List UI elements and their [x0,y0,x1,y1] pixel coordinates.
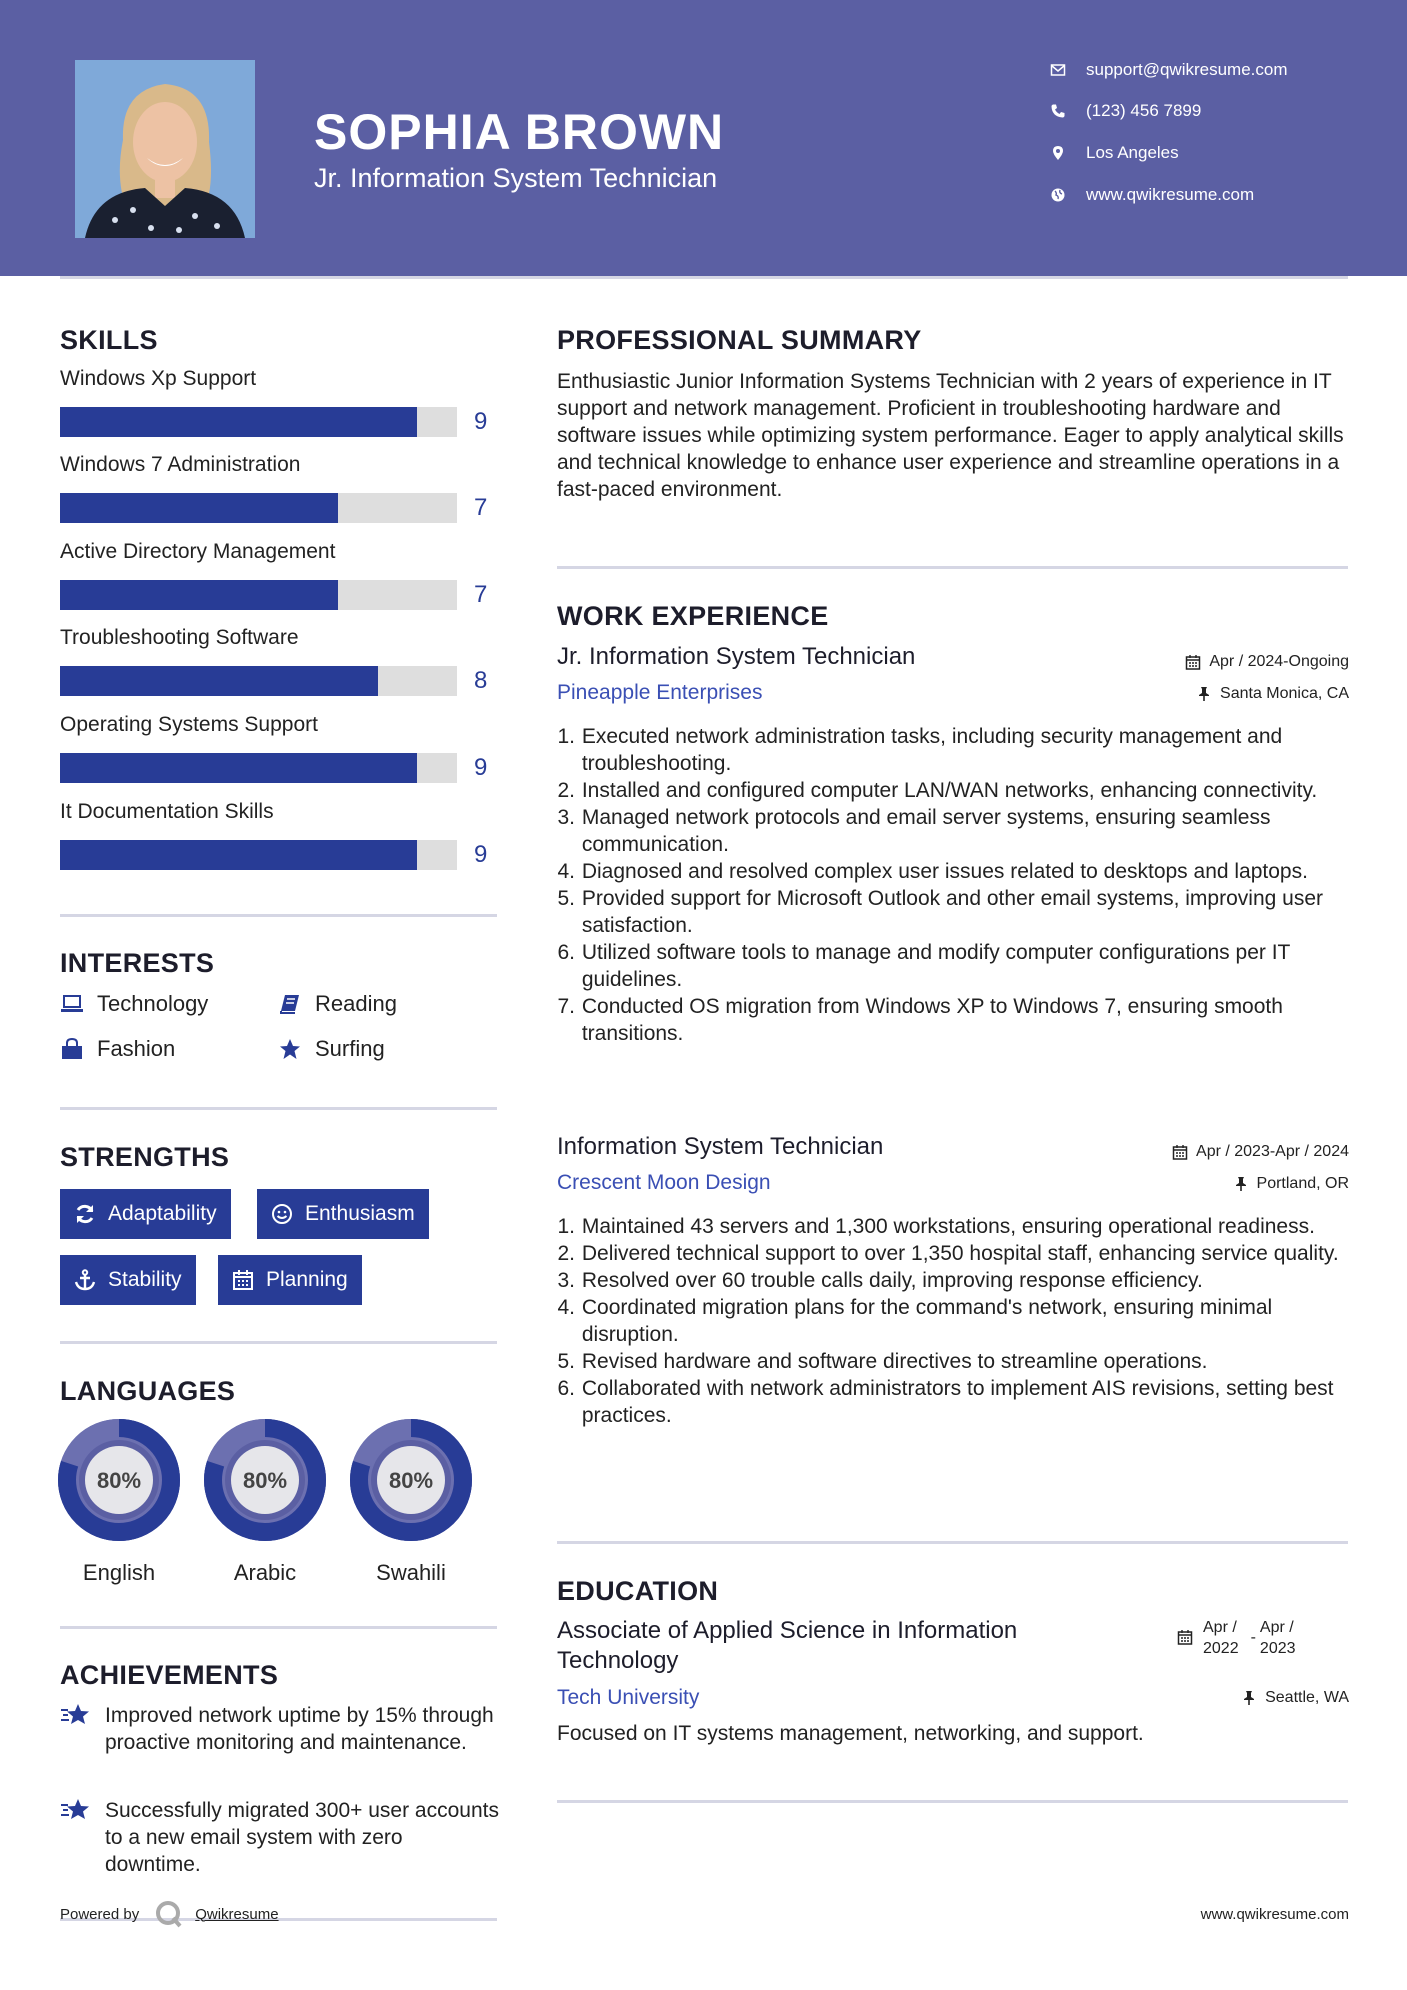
skill-item [60,626,500,696]
job-title: Jr. Information System Technician [557,643,916,670]
duty-text: Executed network administration tasks, including security management and troubleshooting. [581,725,1283,775]
strengths-heading: STRENGTHS [60,1142,230,1172]
language-ring [203,1418,327,1542]
duty-item: 7. Conducted OS migration from Windows XP to Windows 7, ensuring smooth transitions. [557,993,1357,1047]
duty-text: Resolved over 60 trouble calls daily, improving response efficiency. [581,1269,1203,1292]
interest-item [60,1034,175,1064]
duty-text: Diagnosed and resolved complex user issues related to desktops and laptops. [581,860,1308,883]
achievement-item [60,1702,500,1756]
duty-text: Provided support for Microsoft Outlook and other email systems, improving user satisfaction. [581,887,1323,937]
skill-score: 9 [474,841,488,868]
profile-photo [75,60,255,238]
contact-phone-text: (123) 456 7899 [1086,101,1202,120]
language-name: English [82,1560,156,1585]
pushpin-icon [1241,1690,1257,1706]
strength-tag [60,1255,196,1305]
map-pin-icon [1050,145,1066,161]
section-divider [557,1541,1348,1544]
candidate-name: SOPHIA BROWN [314,104,725,160]
strength-tag [60,1189,231,1239]
skill-bar [60,493,457,523]
duty-item: 4. Coordinated migration plans for the command's network, ensuring minimal disruption. [557,1294,1357,1348]
skill-item [60,453,500,523]
skills-heading: SKILLS [60,325,158,355]
globe-icon [1050,187,1066,203]
achievements-heading: ACHIEVEMENTS [60,1660,279,1690]
skill-bar-fill [60,580,338,610]
contact-location [1050,138,1380,168]
achievement-text: Successfully migrated 300+ user accounts to a new email system with zero downtime. [105,1799,499,1876]
skill-bar [60,753,457,783]
duty-item: 5. Revised hardware and software directives to streamline operations. [557,1350,1208,1373]
section-divider [60,1341,497,1344]
duty-text: Revised hardware and software directives to streamline operations. [581,1350,1208,1373]
star-badge-icon [60,1702,92,1730]
skill-bar [60,840,457,870]
skill-item [60,367,500,437]
skill-score: 8 [474,667,488,694]
calendar-icon [1172,1144,1188,1160]
achievement-item [60,1797,500,1878]
duty-item: 2. Delivered technical support to over 1,350 hospital staff, enhancing service quality. [557,1242,1339,1265]
skill-score: 7 [474,494,488,521]
education-start-month: Apr / [1203,1619,1237,1636]
duty-text: Installed and configured computer LAN/WAN networks, enhancing connectivity. [581,779,1318,802]
phone-icon [1050,103,1066,119]
language-name: Swahili [376,1560,446,1585]
skill-label: Active Directory Management [60,540,336,563]
skill-label: Windows 7 Administration [60,453,301,476]
language-name: Arabic [233,1560,297,1585]
interest-label: Reading [315,991,397,1016]
section-divider [60,914,497,917]
school-name: Tech University [557,1686,700,1709]
calendar-icon [1185,654,1201,670]
skill-bar-fill [60,840,417,870]
skill-label: Operating Systems Support [60,713,318,736]
skill-label: Troubleshooting Software [60,626,299,649]
interest-label: Technology [97,991,209,1016]
strength-tag [257,1189,429,1239]
contact-email-text: support@qwikresume.com [1086,60,1288,79]
section-divider [60,1107,497,1110]
job-dates [1185,653,1349,671]
language-item [203,1418,327,1586]
shopping-bag-icon [60,1038,84,1060]
calendar-icon [1177,1629,1193,1645]
job-dates-text: Apr / 2023-Apr / 2024 [1196,1143,1349,1160]
contact-location-text: Los Angeles [1086,143,1179,162]
strength-label: Planning [266,1268,348,1291]
job-location-text: Portland, OR [1256,1175,1349,1192]
education-dates [1177,1617,1296,1659]
duty-item: 6. Utilized software tools to manage and modify computer configurations per IT guidelines. [557,939,1357,993]
company-name: Crescent Moon Design [557,1171,771,1194]
job-dates-text: Apr / 2024-Ongoing [1209,653,1349,670]
skill-label: It Documentation Skills [60,800,274,823]
strength-label: Stability [108,1268,182,1291]
job-dates [1172,1143,1349,1161]
education-start [1203,1617,1239,1659]
duty-item: 5. Provided support for Microsoft Outlook and other email systems, improving user satisfaction. [557,885,1357,939]
job-title: Information System Technician [557,1133,884,1160]
skill-bar-fill [60,493,338,523]
pushpin-icon [1233,1176,1249,1192]
skill-bar-fill [60,753,417,783]
powered-by-text: Powered by [60,1905,140,1923]
language-ring [57,1418,181,1542]
section-divider [60,1626,497,1629]
anchor-icon [74,1269,96,1291]
duty-item: 3. Managed network protocols and email server systems, ensuring seamless communication. [557,804,1357,858]
strength-label: Adaptability [108,1202,217,1225]
envelope-icon [1050,62,1066,78]
refresh-icon [74,1203,96,1225]
education-end-month: Apr / [1259,1619,1294,1636]
duty-text: Collaborated with network administrators to implement AIS revisions, setting best practices. [581,1377,1334,1427]
skill-score: 7 [474,581,488,608]
duty-item: 6. Collaborated with network administrators to implement AIS revisions, setting best practices. [557,1375,1357,1429]
section-divider [557,566,1348,569]
duty-item: 1. Executed network administration tasks, including security management and troubleshooting. [557,723,1357,777]
skill-item [60,800,500,870]
education-heading: EDUCATION [557,1576,719,1606]
language-percent: 80% [388,1468,434,1493]
duty-text: Delivered technical support to over 1,350 hospital staff, enhancing service quality. [581,1242,1339,1265]
interest-label: Fashion [97,1036,176,1061]
duty-item: 2. Installed and configured computer LAN/WAN networks, enhancing connectivity. [557,779,1318,802]
duty-text: Maintained 43 servers and 1,300 workstations, ensuring operational readiness. [581,1215,1315,1238]
skill-bar [60,407,457,437]
footer-url[interactable]: www.qwikresume.com [1200,1906,1349,1923]
duty-item: 3. Resolved over 60 trouble calls daily, improving response efficiency. [557,1269,1203,1292]
candidate-title: Jr. Information System Technician [314,163,718,193]
achievement-text: Improved network uptime by 15% through proactive monitoring and maintenance. [105,1704,494,1754]
language-item [349,1418,473,1586]
powered-by [60,1900,279,1928]
interests-heading: INTERESTS [60,948,215,978]
laptop-icon [60,993,84,1015]
skill-item [60,713,500,783]
company-name: Pineapple Enterprises [557,681,763,704]
job-location [1233,1175,1349,1193]
calendar-icon [232,1269,254,1291]
summary-text: Enthusiastic Junior Information Systems Technician with 2 years of experience in IT support and network management. Proficient in troubleshooting hardware and software issues while optimizing system performance. Eager to apply analytical skills and technical knowledge to enhance user experience and streamline operations in a fast-paced environment. [557,370,1344,501]
duty-text: Coordinated migration plans for the command's network, ensuring minimal disruption. [581,1296,1273,1346]
job-duties [557,723,1357,1047]
languages-heading: LANGUAGES [60,1376,236,1406]
skill-bar [60,666,457,696]
pushpin-icon [1196,686,1212,702]
education-end [1260,1617,1296,1659]
language-item [57,1418,181,1586]
job-location-text: Santa Monica, CA [1220,685,1349,702]
education-location [1241,1689,1349,1707]
contact-website-text: www.qwikresume.com [1086,185,1255,204]
education-description: Focused on IT systems management, networking, and support. [557,1722,1144,1745]
skill-bar [60,580,457,610]
skill-item [60,540,500,610]
education-date-separator: - [1250,1629,1256,1646]
degree-title: Associate of Applied Science in Information Technology [557,1617,1018,1674]
skill-bar-fill [60,407,417,437]
qwikresume-logo [155,1900,183,1928]
strength-label: Enthusiasm [305,1202,415,1225]
brand-link[interactable]: Qwikresume [195,1905,279,1923]
duty-text: Conducted OS migration from Windows XP to Windows 7, ensuring smooth transitions. [581,995,1283,1045]
contact-website[interactable] [1050,180,1380,210]
skill-label: Windows Xp Support [60,367,257,390]
summary-heading: PROFESSIONAL SUMMARY [557,325,922,355]
skill-bar-fill [60,666,378,696]
contact-email[interactable] [1050,55,1380,85]
job-duties [557,1213,1357,1429]
experience-heading: WORK EXPERIENCE [557,601,829,631]
star-icon [278,1038,302,1060]
header-divider [60,276,1348,279]
education-end-year: 2023 [1259,1640,1296,1657]
smile-icon [271,1203,293,1225]
contact-phone[interactable] [1050,96,1380,126]
skill-score: 9 [474,408,488,435]
book-icon [278,993,302,1015]
education-location-text: Seattle, WA [1265,1689,1349,1706]
interest-item [278,989,397,1019]
strength-tag [218,1255,362,1305]
interest-item [60,989,208,1019]
duty-item: 4. Diagnosed and resolved complex user issues related to desktops and laptops. [557,860,1308,883]
language-ring [349,1418,473,1542]
duty-text: Managed network protocols and email server systems, ensuring seamless communication. [581,806,1271,856]
interest-label: Surfing [315,1036,385,1061]
duty-text: Utilized software tools to manage and modify computer configurations per IT guidelines. [581,941,1290,991]
skill-score: 9 [474,754,488,781]
job-location [1196,685,1349,703]
section-divider [557,1800,1348,1803]
resume-header [0,0,1407,276]
language-percent: 80% [242,1468,288,1493]
star-badge-icon [60,1797,92,1825]
education-start-year: 2022 [1203,1640,1239,1657]
interest-item [278,1034,385,1064]
duty-item: 1. Maintained 43 servers and 1,300 workstations, ensuring operational readiness. [557,1215,1315,1238]
language-percent: 80% [96,1468,142,1493]
